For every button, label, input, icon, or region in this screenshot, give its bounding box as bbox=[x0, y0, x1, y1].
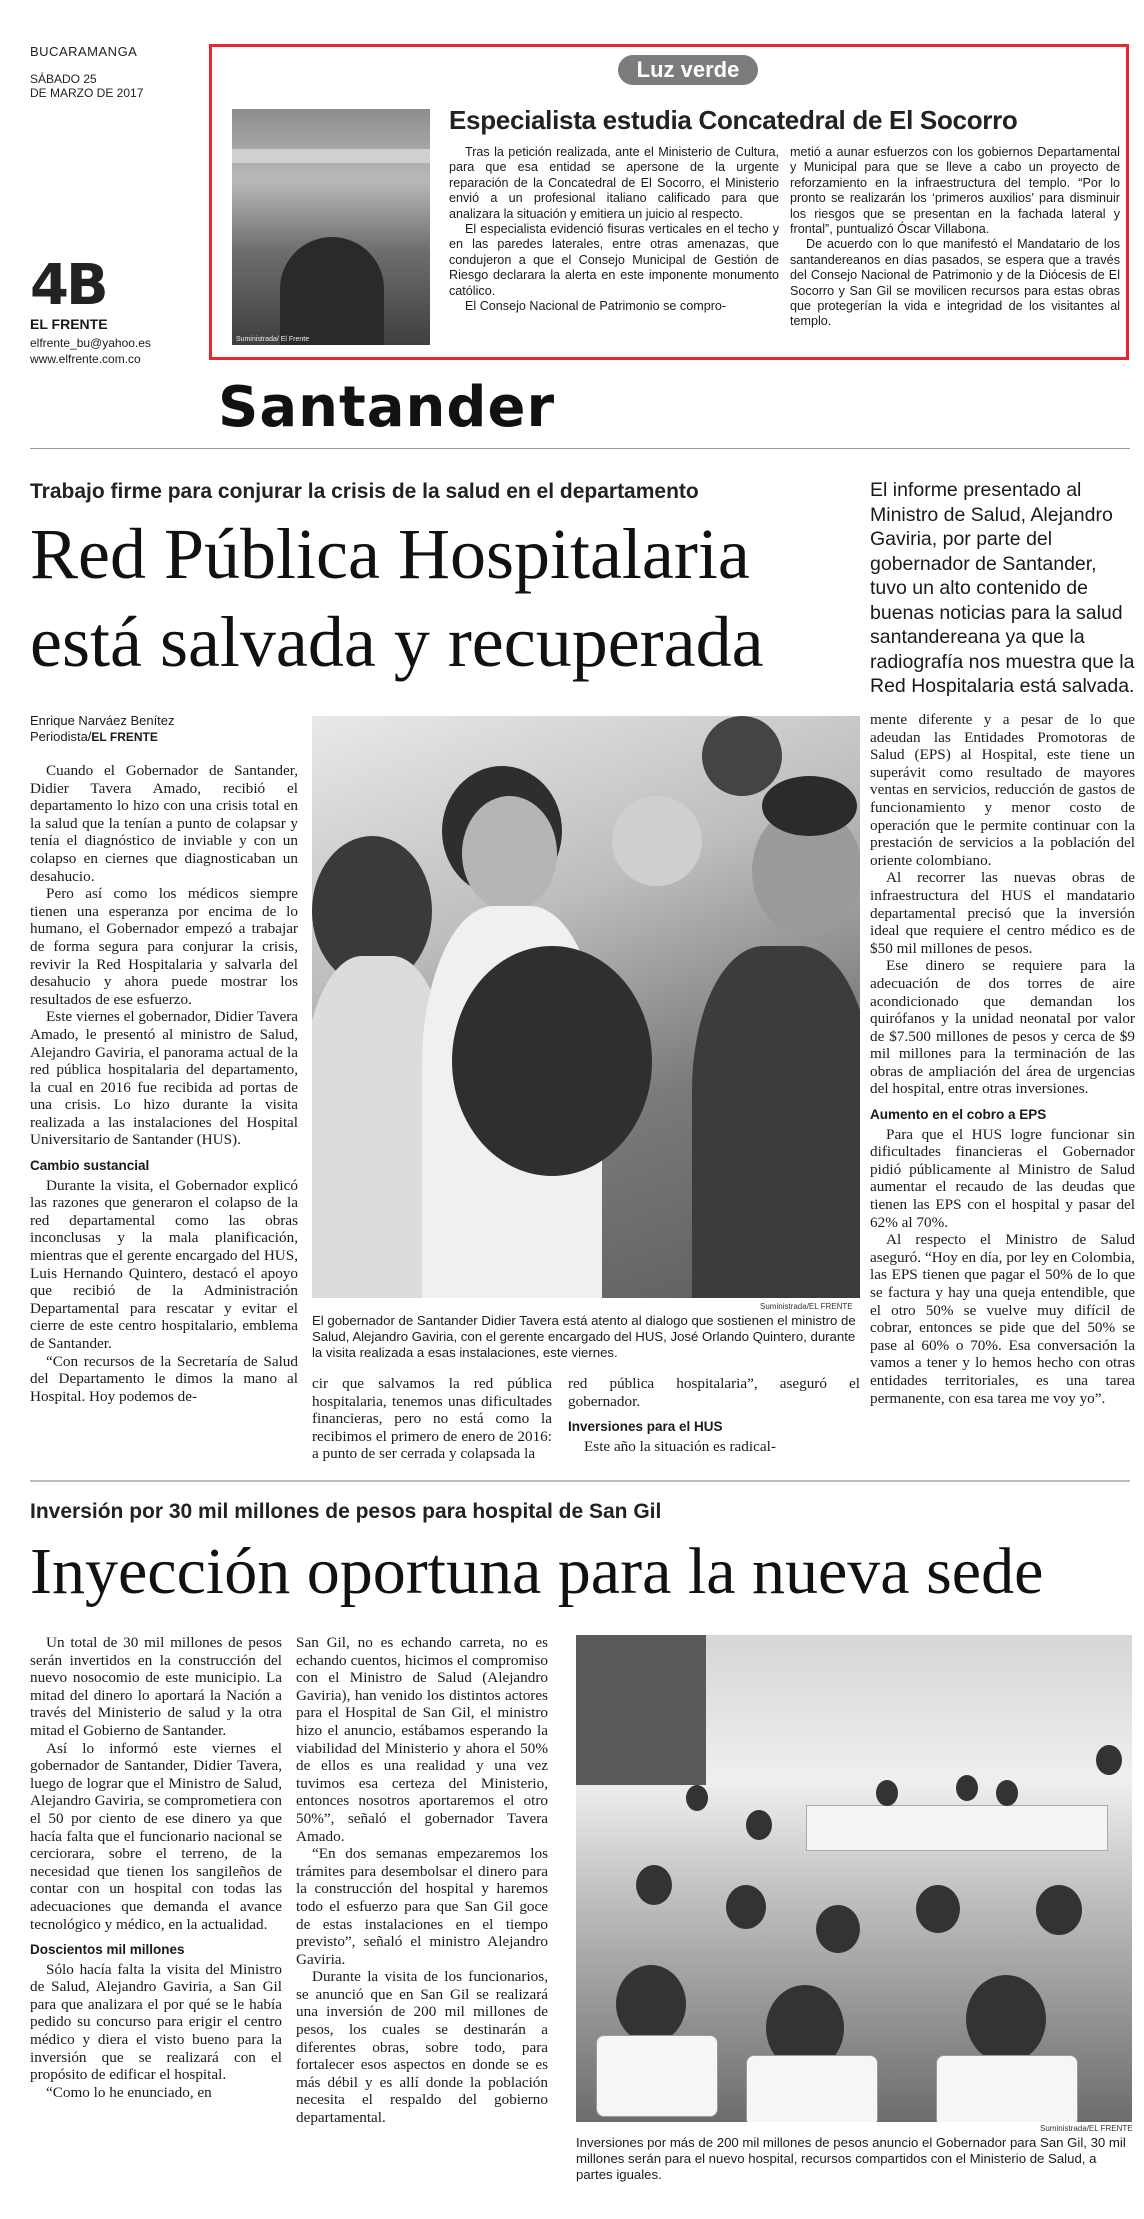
photo-caption: Inversiones por más de 200 mil millones de pesos anuncio el Gobernador para San Gil, 30 mil millones serán para el nuevo hospital, recursos compartidos con el Ministerio de Salud, a partes iguales. bbox=[576, 2135, 1126, 2182]
story1-column-2 bbox=[312, 1375, 552, 1463]
story1-headline bbox=[30, 510, 860, 686]
paragraph: Al respecto el Ministro de Salud aseguró. “Hoy en día, por ley en Colombia, las EPS tienen que pagar el 50% de lo que se factura y hay una queja entendible, que el otro 50% se vuelve muy difícil de cobrar, entonces se pide que del 50% se pase al 60% o 70%. Esa conversación la vamos a tener y lo hemos hecho con otras entidades territoriales, es una tarea permanente, con esa tarea me voy yo”. bbox=[870, 1231, 1135, 1407]
story1-column-1 bbox=[30, 762, 298, 1405]
paragraph: metió a aunar esfuerzos con los gobiernos Departamental y Municipal para que se lleve a cabo un proyecto de reforzamiento en la infraestructura del templo. “Por lo pronto se realizarán los ‘primeros auxilios’ para disminuir los riesgos que se presentan en la fachada lateral y frontal”, puntualizó Óscar Villabona. bbox=[790, 145, 1120, 237]
subhead: Inversiones para el HUS bbox=[568, 1419, 723, 1435]
story1-byline bbox=[30, 713, 175, 745]
paper-email: elfrente_bu@yahoo.es bbox=[30, 336, 151, 350]
dateline-date: SÁBADO 25 DE MARZO DE 2017 bbox=[30, 72, 144, 100]
minister-meeting-photo bbox=[312, 716, 860, 1298]
paragraph: “Con recursos de la Secretaría de Salud del Departamento le dimos la mano al Hospital. Hoy podemos de- bbox=[30, 1352, 298, 1405]
dateline-city: BUCARAMANGA bbox=[30, 44, 138, 59]
paragraph: Así lo informó este viernes el gobernador de Santander, Didier Tavera, luego de lograr que el Ministro de Salud, Alejandro Gaviria, se comprometiera con el 50 por ciento de ese dinero ya que hacía falta que el funcionario nacional se cerciorara, sobre el terreno, de la necesidad que tienen los sangileños de contar con un hospital con todas las adecuaciones que demanda el avance tecnológico y médico, en la actualidad. bbox=[30, 1739, 282, 1933]
paragraph: Al recorrer las nuevas obras de infraestructura del HUS el mandatario departamental precisó que la inversión ideal que requiere el centro médico es de $50 mil millones de pesos. bbox=[870, 869, 1135, 957]
paragraph: mente diferente y a pesar de lo que adeudan las Entidades Promotoras de Salud (EPS) al Hospital, este tiene un superávit como resultado de mayores ventas en servicios, reducción de gastos de funcionamiento y menor costo de operación que le permite continuar con la prestación de servicios a la población del oriente colombiano. bbox=[870, 711, 1135, 869]
byline-role: Periodista/ bbox=[30, 729, 92, 744]
byline-name: Enrique Narváez Benítez bbox=[30, 713, 175, 728]
paragraph: El especialista evidenció fisuras verticales en el techo y en las paredes laterales, entre otras amenazas, que condujeron a que el Consejo Municipal de Gestión de Riesgo declarara la alerta en este imponente monumento católico. bbox=[449, 222, 779, 298]
paragraph: Cuando el Gobernador de Santander, Didier Tavera Amado, recibió el departamento lo hizo con una crisis total en la salud que la tenían a punto de colapsar y tenía el diagnóstico de inviable y con un colapso en ciernes que diagnosticaban un desahucio. bbox=[30, 762, 298, 885]
story1-kicker: Trabajo firme para conjurar la crisis de la salud en el departamento bbox=[30, 480, 699, 503]
paragraph: Sólo hacía falta la visita del Ministro de Salud, Alejandro Gaviria, a San Gil para que analizara el por qué se le había pedido su concurso para erigir el centro médico y diera el visto bueno para la inversión que se realizará con el propósito de edificar el hospital. bbox=[30, 1960, 282, 2084]
paragraph: Ese dinero se requiere para la adecuación de dos torres de aire acondicionado que demandan los quirófanos y la unidad neonatal por valor de $7.500 millones de pesos y cerca de $9 mil millones para la terminación de las obras de ampliación del área de urgencias del hospital, entre otras inversiones. bbox=[870, 957, 1135, 1098]
paragraph: red pública hospitalaria”, aseguró el gobernador. bbox=[568, 1375, 860, 1410]
story1-column-4 bbox=[870, 711, 1135, 1407]
page-number: 4B bbox=[30, 253, 106, 318]
paragraph: Para que el HUS logre funcionar sin dificultades financieras el Gobernador pidió públicamente al Ministro de Salud aumentar el recaudo de las deudas que tienen las EPS con el hospital y pasar del 62% al 70%. bbox=[870, 1125, 1135, 1231]
subhead: Cambio sustancial bbox=[30, 1158, 150, 1174]
san-gil-meeting-photo bbox=[576, 1635, 1132, 2122]
paragraph: El Consejo Nacional de Patrimonio se compro- bbox=[465, 299, 727, 314]
luz-verde-box bbox=[209, 44, 1129, 360]
photo-credit: Suministrada/ El Frente bbox=[236, 336, 310, 343]
luz-verde-headline: Especialista estudia Concatedral de El Socorro bbox=[449, 105, 1018, 135]
paragraph: De acuerdo con lo que manifestó el Mandatario de los santandereanos en días pasados, se espera que a través del Consejo Nacional de Patrimonio y de la Diócesis de El Socorro y San Gil se movilicen recursos para estas obras que protegerían la vida e integridad de los visitantes al templo. bbox=[790, 237, 1120, 329]
paragraph: Durante la visita de los funcionarios, se anunció que en San Gil se realizará una inversión de 200 mil millones de pesos, los cuales se destinarán a diferentes obras, sobre todo, para fortalecer esos aspectos en donde se es más débil y es allí donde la población necesita el respaldo del gobierno departamental. bbox=[296, 1968, 548, 2127]
section-title: Santander bbox=[218, 375, 556, 440]
paragraph: Durante la visita, el Gobernador explicó las razones que generaron el colapso de la red departamental como las obras inconclusas y la mala planificación, mientras que el gerente encargado del HUS, Luis Hernando Quintero, destacó el apoyo que recibió de la Administración Departamental para rescatar y evitar el cierre de este centro hospitalario, emblema de Santander. bbox=[30, 1176, 298, 1352]
headline-line: Red Pública Hospitalaria bbox=[30, 514, 750, 594]
concatedral-photo bbox=[232, 109, 430, 345]
subhead: Doscientos mil millones bbox=[30, 1942, 185, 1958]
luz-verde-column-1 bbox=[449, 145, 779, 314]
story2-kicker: Inversión por 30 mil millones de pesos para hospital de San Gil bbox=[30, 1500, 662, 1523]
photo-credit: Suministrada/EL FRENTE bbox=[1040, 2124, 1133, 2133]
paragraph: Este viernes el gobernador, Didier Tavera Amado, le presentó al ministro de Salud, Alejandro Gaviria, el panorama actual de la red pública hospitalaria del departamento, la cual en 2016 fue recibida ad portas de una crisis. Lo hizo durante la visita realizada a las instalaciones del Hospital Universitario de Santander (HUS). bbox=[30, 1008, 298, 1149]
story1-lead: El informe presentado al Ministro de Salud, Alejandro Gaviria, por parte del gobernador de Santander, tuvo un alto contenido de buenas noticias para la salud santandereana ya que la radiografía nos muestra que la Red Hospitalaria está salvada. bbox=[870, 479, 1135, 697]
luz-verde-column-2 bbox=[790, 145, 1120, 330]
luz-verde-label: Luz verde bbox=[618, 55, 758, 85]
paragraph: “Como lo he enunciado, en bbox=[46, 2083, 212, 2101]
section-divider bbox=[30, 448, 1130, 449]
headline-line: está salvada y recuperada bbox=[30, 602, 764, 682]
paper-name: EL FRENTE bbox=[30, 316, 108, 332]
story2-column-2 bbox=[296, 1634, 548, 2127]
paragraph: Pero así como los médicos siempre tienen una esperanza por encima de lo humano, el Gobernador empezó a trabajar de forma segura para conjurar la crisis, revivir la Red Hospitalaria y salvarla del desahucio y ahora puede mostrar los resultados de ese esfuerzo. bbox=[30, 885, 298, 1008]
story2-column-1 bbox=[30, 1634, 282, 2101]
byline-paper: EL FRENTE bbox=[91, 730, 158, 744]
story-divider bbox=[30, 1480, 1130, 1482]
paragraph: cir que salvamos la red pública hospitalaria, tenemos unas dificultades financieras, pero no está como la recibimos el primero de enero de 2016: a punto de ser cerrada y colapsada la bbox=[312, 1375, 552, 1463]
paragraph: Un total de 30 mil millones de pesos serán invertidos en la construcción del nuevo nosocomio de este municipio. La mitad del dinero lo aportará la Nación a través del Ministerio de salud y la otra mitad el Gobierno de Santander. bbox=[30, 1634, 282, 1739]
photo-credit: Suministrada/EL FRENTE bbox=[760, 1302, 853, 1311]
photo-caption: El gobernador de Santander Didier Tavera está atento al dialogo que sostienen el ministro de Salud, Alejandro Gaviria, con el gerente encargado del HUS, José Orlando Quintero, durante la visita realizada a esas instalaciones, este viernes. bbox=[312, 1313, 856, 1360]
subhead: Aumento en el cobro a EPS bbox=[870, 1107, 1047, 1123]
paragraph: Tras la petición realizada, ante el Ministerio de Cultura, para que esa entidad se apersone de la urgente reparación de la Concatedral de El Socorro, el Ministerio envió a un profesional italiano calificado para que analizara la situación y emitiera un juicio al respecto. bbox=[449, 145, 779, 221]
story2-headline: Inyección oportuna para la nueva sede bbox=[30, 1535, 1044, 1608]
paragraph: San Gil, no es echando carreta, no es echando cuentos, hicimos el compromiso con el Ministro de Salud (Alejandro Gaviria), han venido los distintos actores para el Hospital de San Gil, el ministro hizo el anuncio, estábamos esperando la viabilidad del Ministerio y ahora el 50% de ellos es una realidad y una vez tuvimos esa certeza del Ministerio, entonces nosotros aportaremos el otro 50%”, señaló el gobernador Tavera Amado. bbox=[296, 1634, 548, 1845]
story1-column-3 bbox=[568, 1375, 860, 1455]
paragraph: “En dos semanas empezaremos los trámites para desembolsar el dinero para la construcción del hospital y haremos todo el esfuerzo para que San Gil goce de estas instalaciones en el tiempo previsto”, señaló el ministro Alejandro Gaviria. bbox=[296, 1845, 548, 1968]
paper-website: www.elfrente.com.co bbox=[30, 352, 141, 366]
paragraph: Este año la situación es radical- bbox=[584, 1437, 776, 1455]
